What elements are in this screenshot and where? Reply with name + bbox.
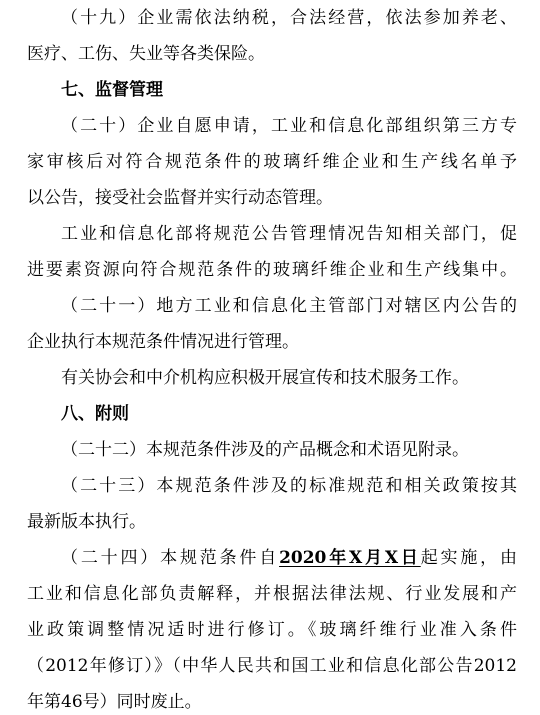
- clause-24-suffix: 起实施，由: [420, 548, 517, 568]
- clause-23-line-2: 最新版本执行。: [27, 512, 146, 532]
- clause-20-notice-line-2: 进要素资源向符合规范条件的玻璃纤维企业和生产线集中。: [27, 260, 517, 280]
- clause-23-line-1: （二十三）本规范条件涉及的标准规范和相关政策按其: [61, 476, 517, 496]
- clause-22-line: （二十二）本规范条件涉及的产品概念和术语见附录。: [61, 440, 469, 460]
- effective-date: 2020年X月X日: [279, 548, 421, 568]
- section-7-heading: 七、监督管理: [61, 80, 163, 100]
- clause-19-line-1: （十九）企业需依法纳税，合法经营，依法参加养老、: [61, 8, 517, 28]
- clause-20-line-2: 家审核后对符合规范条件的玻璃纤维企业和生产线名单予: [27, 152, 517, 172]
- section-8-heading: 八、附则: [61, 404, 129, 424]
- clause-20-notice-line-1: 工业和信息化部将规范公告管理情况告知相关部门，促: [61, 224, 517, 244]
- clause-24-line-2: 工业和信息化部负责解释，并根据法律法规、行业发展和产: [27, 584, 517, 604]
- clause-21-line-2: 企业执行本规范条件情况进行管理。: [27, 332, 299, 352]
- clause-24-line-1: [61, 545, 517, 571]
- clause-20-line-3: 以公告，接受社会监督并实行动态管理。: [27, 188, 333, 208]
- clause-24-line-5: 年第46号）同时废止。: [27, 692, 202, 712]
- clause-20-line-1: （二十）企业自愿申请，工业和信息化部组织第三方专: [61, 116, 517, 136]
- clause-24-prefix: （二十四）本规范条件自: [61, 548, 280, 568]
- clause-24-line-4: （2012年修订）》（中华人民共和国工业和信息化部公告2012: [27, 656, 517, 676]
- clause-24-line-3: 业政策调整情况适时进行修订。《玻璃纤维行业准入条件: [27, 620, 517, 640]
- clause-21-association-line: 有关协会和中介机构应积极开展宣传和技术服务工作。: [61, 368, 469, 388]
- clause-19-line-2: 医疗、工伤、失业等各类保险。: [27, 44, 265, 64]
- clause-21-line-1: （二十一）地方工业和信息化主管部门对辖区内公告的: [61, 296, 517, 316]
